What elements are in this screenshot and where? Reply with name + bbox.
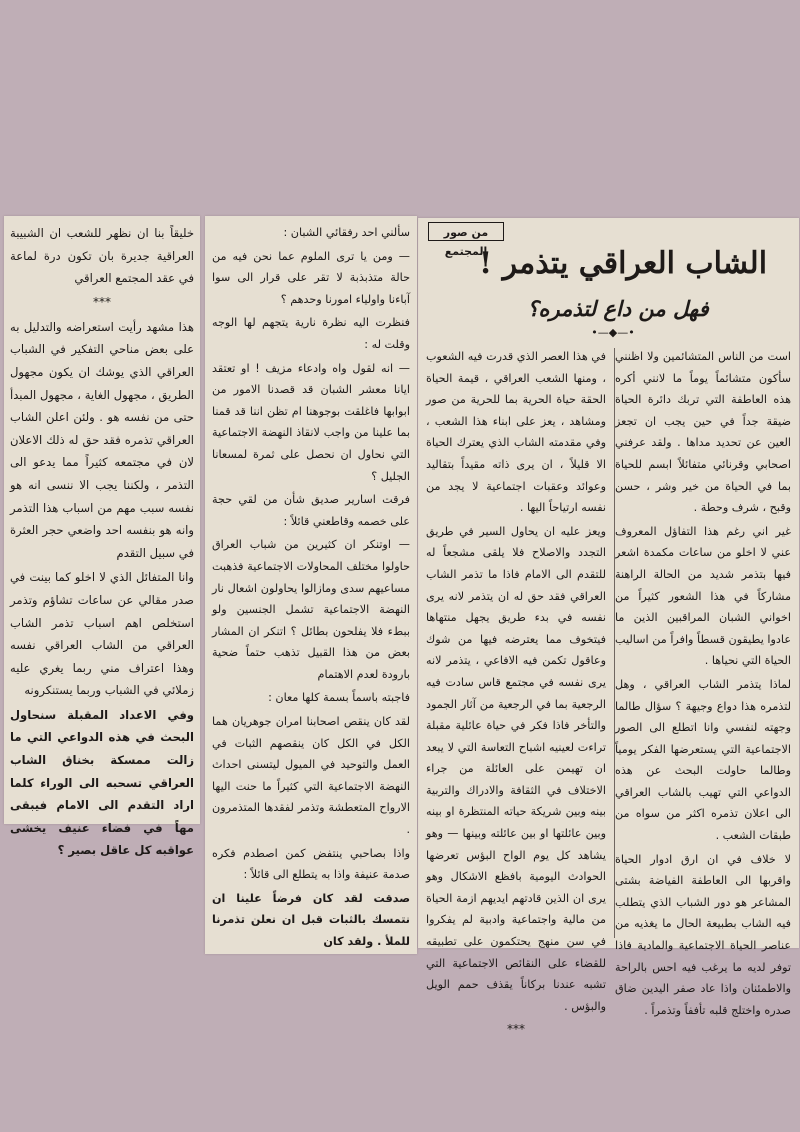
paragraph: فنظرت اليه نظرة نارية يتجهم لها الوجه وقلت له : xyxy=(212,316,410,351)
paragraph: خليقاً بنا ان نظهر للشعب ان الشبيبة العراقية جديرة بان تكون درة لماعة في عقد المجتمع العراقي xyxy=(10,226,194,286)
section-stars: *** xyxy=(93,294,111,309)
paragraph: لا خلاف في ان ارق ادوار الحياة واقربها الى العاطفة الفياضة بشتى المشاعر هو دور الشباب الذي يتطلب فيه الشاب بطبيعة الحال ما يغذيه من عناصر الحياة الاجتماعية والمادية فاذا توفر لديه ما يرغب فيه احس بالراحة والاطمئنان واذا عاد صفر اليدين ضاق صدره واختلج قلبه تأففاً وتذمراً . xyxy=(615,852,791,1017)
paragraph: است من الناس المتشائمين ولا اظنني سأكون متشائماً يوماً ما لانني أكره هذه العاطفة التي تربك دائرة الحياة ضيقة جداً في حين يجب ان تجعز العين عن تحديد مداها . ولقد عرفني اصحابي وقرنائي متفائلاً ابسم للحياة بما في الحياة من خير وشر ، حسن وقبح ، شرف وحطة . xyxy=(615,350,791,515)
article-continuation-clipping xyxy=(205,216,417,954)
paragraph: — اوتنكر ان كثيرين من شباب العراق حاولوا مختلف المحاولات الاجتماعية فذهبت مساعيهم سدى ومازالوا يحاولون اشعال نار النهضة الاجتماعية تشمل الجنسين ولو ببطء فلا يفلحون بطائل ؟ اتنكر ان المشار بعض من هذا القبيل تذهب حتماً ضحية بارودة لعدم الاهتمام xyxy=(212,538,410,681)
paragraph: واذا بصاحبي ينتفض كمن اصطدم فكره صدمة عنيفة واذا به يتطلع الى قائلاً : xyxy=(212,846,410,882)
section-label: من صور المجتمع xyxy=(428,222,504,241)
closing-paragraph: صدقت لقد كان فرضاً علينا ان نتمسك بالثبات قبل ان نعلن تذمرنا للملأ . ولقد كان xyxy=(212,891,410,948)
article-final-clipping xyxy=(4,216,200,858)
paragraph: — ومن يا ترى الملوم عما نحن فيه من حالة متذبذبة لا تقر على قرار الى سوا آباءنا واولياء امورنا وحدهم ؟ xyxy=(212,249,410,306)
paragraph: وفي الاعداد المقبلة سنحاول البحث في هذه الدواعي التي ما زالت ممسكة بخناق الشاب العراقي تسحبه الى الوراء كلما اراد التقدم الى الامام فيبقى مهاً في فضاء عنيف يخشى عواقبه كل عاقل بصير ؟ xyxy=(10,707,194,858)
end-mark: *** xyxy=(507,1022,525,1037)
article-headline: الشاب العراقي يتذمر ! xyxy=(478,246,768,281)
paragraph: لماذا يتذمر الشاب العراقي ، وهل لتذمره هذا دواع وجيهة ؟ سؤال طالما وجهته لنفسي وانا اتطلع الى الصور الاجتماعية التي يستعرضها الفكر يومياً وطالما حاولت البحث عن هذه الدواعي التي تهيب بالشاب العراقي الى اعلان تذمره اكثر من سواه من طبقات الشعب . xyxy=(615,677,791,843)
paragraph: سألني احد رفقائي الشبان : xyxy=(283,226,410,239)
paragraph: لقد كان ينقص اصحابنا امران جوهريان هما الكل في الكل كان ينقصهم الثبات في العمل والتوحيد في الميول ليتسنى احداث النهضة الاجتماعية التي كثيراً ما حنت اليها الارواح المتعطشة وتذمر لفقدها المتذمرون . xyxy=(212,715,410,837)
paragraph: — انه لقول واه وادعاء مزيف ! او تعتقد ايانا معشر الشبان قد قصدنا الامور من ابوابها فاغلقت بوجوهنا ام تظن اننا قد قمنا بما علينا من واجب لانقاذ النهضة الاجتماعية التي نحاول ان نحصل على ثمرة لمسعانا الجليل ؟ xyxy=(212,361,410,483)
paragraph: في هذا العصر الذي قدرت فيه الشعوب ، ومنها الشعب العراقي ، قيمة الحياة الحقة حياة الحرية بما للحرية من صور ومشاهد ، يعز على ابناء هذا الشعب ، وفي مقدمته الشاب الذي يعترك الحياة الا قليلاً ، ان يرى ذاته مقيداً بتقاليد وعوائد وعقبات اجتماعية لا يجد من نفسه ارتياحاً اليها . xyxy=(426,350,606,515)
final-column xyxy=(10,222,194,858)
paragraph: ويعز عليه ان يحاول السير في طريق التجدد والاصلاح فلا يلقى مشجعاً له للتقدم الى الامام فاذا ما تذمر الشاب العراقي فقد حق له ان يتذمر لانه يرى نفسه في بدء طريق يجهل منتهاها فيتخوف مما يعترضه فيها من شوك وعاقول تكمن فيه الافاعي ، يتذمر لانه يرى نفسه في مجتمع قاس سادت فيه الرجعية بما في الرجعية من آثار الجمود والتأخر فاذا فكر في حياة عائلية مقبلة تراءت لعينيه اشباح التعاسة التي لا يبعد ان تهيمن على العائلة من جراء الاختلاف في الثقافة والادراك والتربية بينه وبين شريكة حياته المنتظرة او بينه وبين عائلتها او بين عائلته وبينها — وهو يشاهد كل يوم الواح البؤس تعرضها الحوادث اليومية بافظع الاشكال وهو يرى ان الذين قادتهم ايديهم ازمة الحياة من مالية واجتماعية وادبية لم يفكروا في سن منهج يحتكمون على تطبيقه للقضاء على النقائص الاجتماعية التي تشبه عندنا بركاناً يقذف حمم الويل والبؤس . xyxy=(426,524,606,1013)
continuation-column xyxy=(212,222,410,948)
paragraph: وانا المتفائل الذي لا اخلو كما بينت في صدر مقالي عن ساعات تشاؤم وتذمر استخلص اهم اسباب تذمر الشاب العراقي من الشاب العراقي نفسه وهذا اعتراف مني ربما يغري عليه زملائي في الشباب وربما يستنكرونه xyxy=(10,570,194,698)
paragraph: غير اني رغم هذا التفاؤل المعروف عني لا اخلو من ساعات مكمدة اشعر فيها بتذمر شديد من الحالة الراهنة مشاركاً في هذا الشعور كثيراً من اخواني الشبان المراقبين الذين ما عادوا يطيقون قسطاً وافراً من اساليب الحياة التي نحياها . xyxy=(615,524,791,668)
article-column-right xyxy=(615,346,791,1017)
headline-ornament: •—◆—• xyxy=(591,326,635,339)
column-divider xyxy=(614,348,615,938)
article-column-left xyxy=(426,346,606,1037)
paragraph: هذا مشهد رأيت استعراضه والتدليل به على بعض مناحي التفكير في الشباب العراقي الذي يوشك ان يكون مجهول الطريق ، مجهول الغاية ، مجهول المبدأ حتى من نفسه هو . ولئن اعلن الشاب العراقي تذمره فقد حق له ذلك الاعلان لان في مجتمعه كثيراً مما يدعو الى التذمر ، ولكننا يجب الا ننسى انه هو نفسه سبب مهم من اسباب هذا التذمر وانه هو بنفسه احد واضعي حجر العثرة في سبيل التقدم xyxy=(10,319,194,560)
paragraph: فرقت اسارير صديق شأن من لقي حجة على خصمه وقاطعني قائلاً : xyxy=(212,493,410,528)
article-subheadline: فهل من داع لتذمره؟ xyxy=(527,296,709,321)
paragraph: فاجبته باسماً بسمة كلها معان : xyxy=(268,691,410,705)
article-main-clipping xyxy=(418,218,799,1037)
